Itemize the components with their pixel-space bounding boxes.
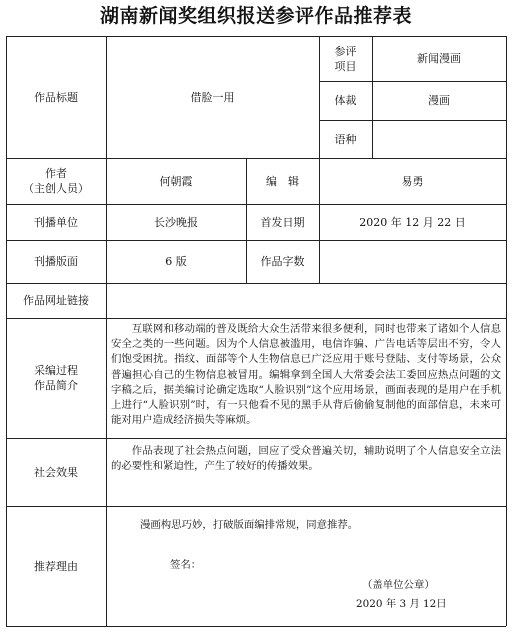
- label-reason: 推荐理由: [34, 559, 78, 573]
- label-process-line1: 采编过程: [34, 364, 78, 377]
- label-entry-item: [319, 36, 372, 81]
- value-edition: 6 版: [165, 255, 187, 268]
- label-publisher: 刊播单位: [34, 215, 78, 229]
- signature-label: 签名：: [170, 559, 202, 571]
- label-work-title: 作品标题: [34, 90, 78, 104]
- label-first-date: 首发日期: [260, 215, 305, 229]
- label-author: [6, 158, 106, 204]
- value-publisher: 长沙晚报: [154, 215, 198, 229]
- label-word-count: 作品字数: [260, 255, 305, 268]
- value-work-title: 借脸一用: [190, 90, 235, 104]
- row-line: [6, 626, 506, 627]
- value-genre: 漫画: [428, 94, 450, 107]
- value-url: [106, 283, 506, 318]
- label-process-line2: 作品简介: [34, 379, 78, 392]
- reason-date: 2020 年 3 月 12日: [356, 598, 447, 610]
- label-process: [6, 318, 106, 438]
- label-edition: 刊播版面: [34, 255, 78, 268]
- value-editor: 易勇: [401, 174, 424, 188]
- label-author-line2: （主创人员）: [23, 182, 89, 195]
- label-entry-item-line1: 参评: [334, 44, 357, 58]
- seal-note: （盖单位公章）: [362, 579, 435, 591]
- value-first-date: 2020 年 12 月 22 日: [359, 215, 466, 229]
- label-author-line1: 作者: [45, 167, 67, 180]
- value-author: 何朝霞: [159, 174, 193, 188]
- label-genre: 体裁: [334, 94, 357, 107]
- column-line: [506, 36, 507, 626]
- reason-text: 漫画构思巧妙，打破版面编排常规，同意推荐。: [140, 519, 359, 531]
- value-word-count: [319, 240, 506, 283]
- label-language: 语种: [334, 132, 357, 146]
- label-entry-item-line2: 项目: [334, 59, 357, 73]
- label-effect: 社会效果: [34, 465, 78, 479]
- label-url: 作品网址链接: [23, 294, 89, 307]
- value-entry-item: 新闻漫画: [417, 52, 461, 65]
- label-editor: 编 辑: [266, 174, 299, 188]
- effect-description: 作品表现了社会热点问题，回应了受众普遍关切，辅助说明了个人信息安全立法的必要性和紧迫性，产生了较好的传播效果。: [111, 445, 501, 473]
- form-title: 湖南新闻奖组织报送参评作品推荐表: [99, 5, 412, 27]
- value-language: [372, 120, 506, 158]
- process-description: 互联网和移动端的普及既给大众生活带来很多便利，同时也带来了诸如个人信息安全之类的一些问题。因为个人信息被滥用，电信诈骗、广告电话等层出不穷，令人们饱受困扰。指纹、面部等个人生物信息已广泛应用于账号登陆、支付等场景，公众普遍担心自己的生物信息被冒用。编辑拿到全国人大常委会法工委回应热点问题的文字稿之后，据美编讨论确定选取“人脸识别”这个应用场景，画面表现的是用户在手机上进行“人脸识别”时，有一只他看不见的黑手从背后偷偷复制他的面部信息，未来可能对用户造成经济损失等麻烦。: [111, 323, 501, 427]
